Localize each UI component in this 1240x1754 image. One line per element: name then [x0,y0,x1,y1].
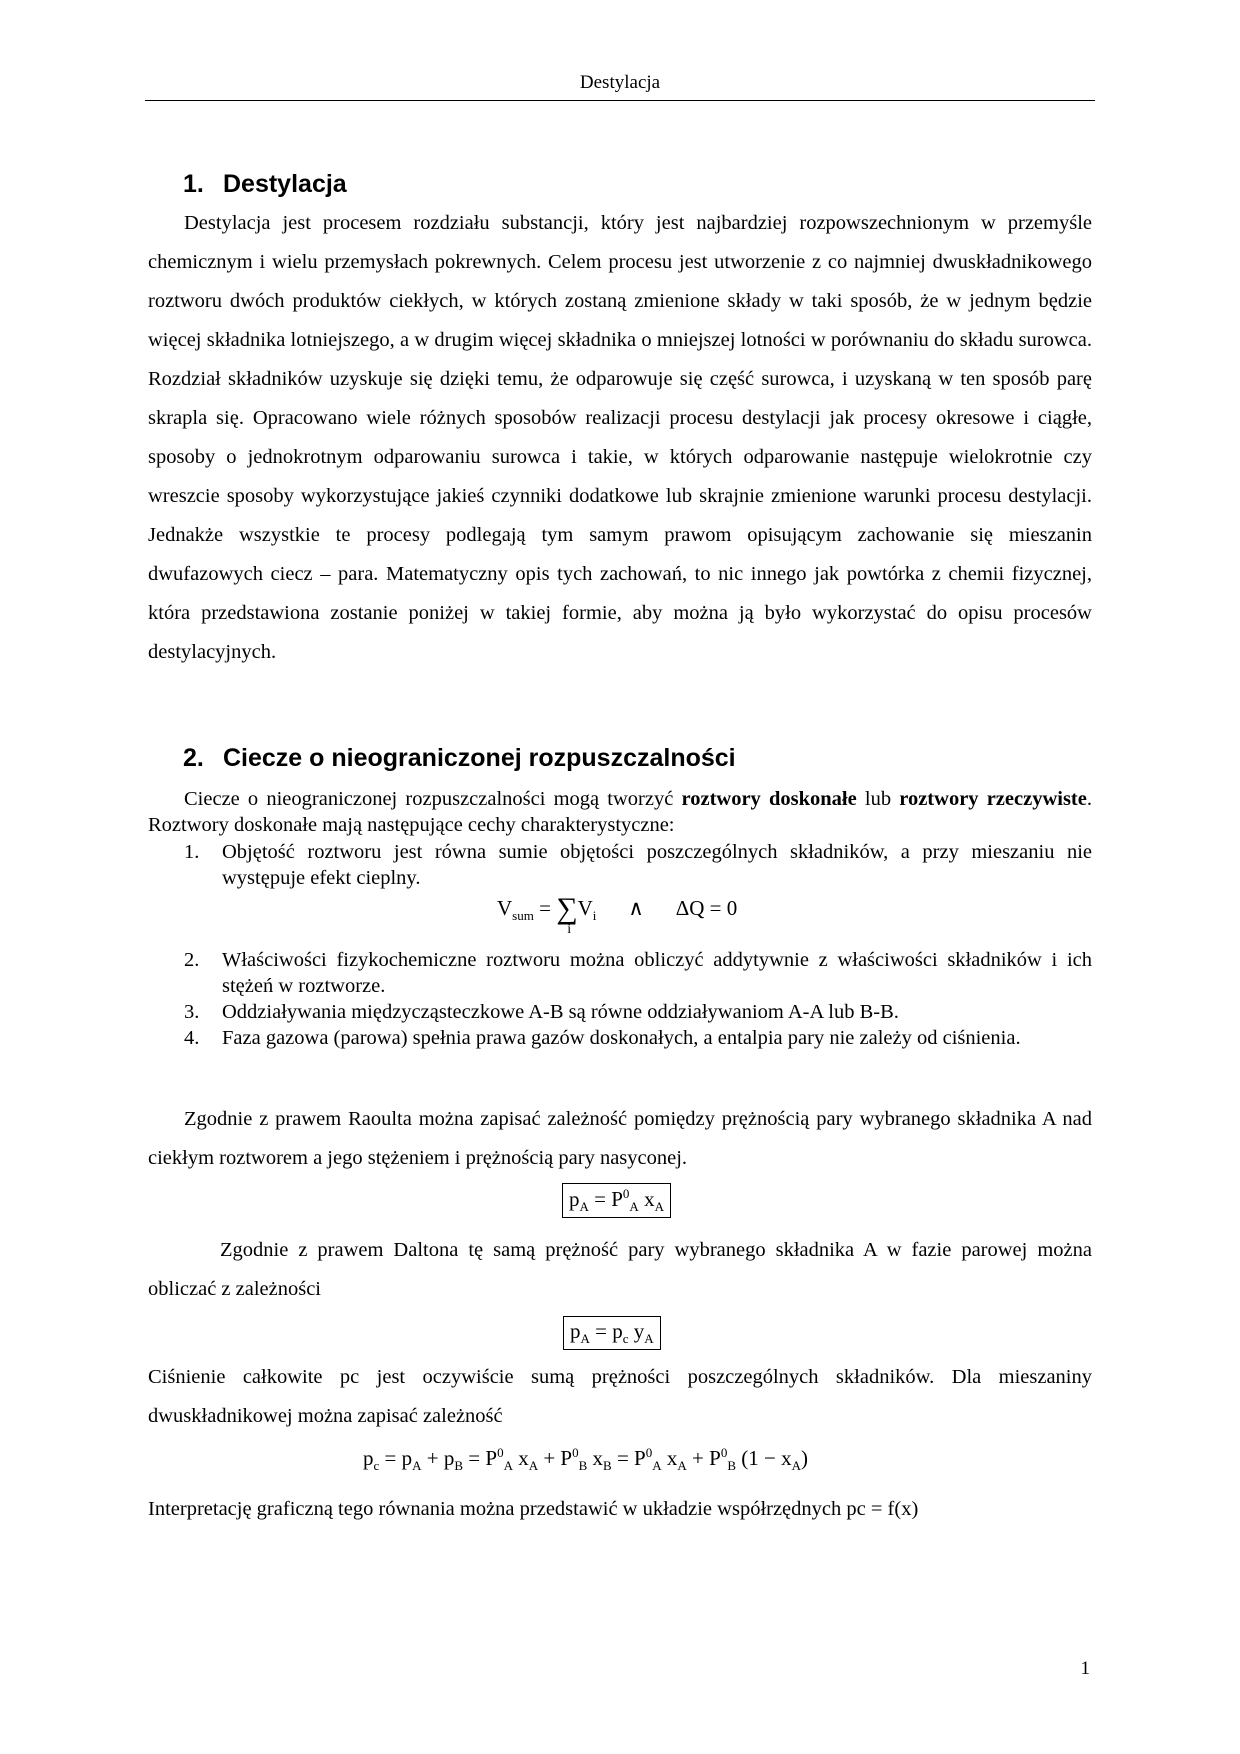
formula-symbol: x [638,1187,655,1211]
formula-operator: = [533,896,557,920]
intro-text: . Roztwory doskonałe mają następujące cechy charakterystyczne: [148,788,1092,836]
sum-index: i [567,922,572,937]
formula-raoult [562,1183,671,1218]
section-1-heading [183,170,347,199]
formula-subscript: A [644,1331,654,1347]
formula-heat: ΔQ = 0 [675,896,738,920]
list-item-text: Właściwości fizykochemiczne roztworu można obliczyć addytywnie z właściwości składników i ich stężeń w roztworze. [222,949,1092,997]
formula-symbol: V [577,896,593,920]
formula-subscript: A [654,1199,664,1215]
running-header: Destylacja [579,72,661,93]
formula-operator: = p [589,1319,623,1343]
formula-and: ∧ [628,896,644,920]
intro-text: Ciecze o nieograniczonej rozpuszczalności mogą tworzyć [184,788,682,810]
formula-volume-sum [497,892,738,937]
formula-subscript: A [580,1331,590,1347]
formula-dalton [563,1316,661,1350]
list-item [148,999,1092,1025]
section-2-number: 2. [183,744,204,772]
list-item-text: Objętość roztworu jest równa sumie objętości poszczególnych składników, a przy mieszaniu nie występuje efekt cieplny. [222,841,1092,889]
formula-subscript: A [629,1199,639,1215]
formula-symbol: V [497,896,513,920]
list-item-number: 4. [184,1027,200,1049]
dalton-paragraph: Zgodnie z prawem Daltona tę samą prężność pary wybranego składnika A w fazie parowej można obliczać z zależności [148,1239,1092,1300]
formula-superscript: 0 [622,1186,630,1201]
header-rule [145,100,1095,101]
list-item [148,839,1092,891]
formula-symbol: y [628,1319,645,1343]
list-item-text: Faza gazowa (parowa) spełnia prawa gazów doskonałych, a entalpia pary nie zależy od ciśnienia. [222,1027,1021,1049]
list-item-number: 2. [184,949,200,971]
formula-operator: = P [588,1187,623,1211]
total-pressure-paragraph: Ciśnienie całkowite pc jest oczywiście sumą prężności poszczególnych składników. Dla mieszaniny dwuskładnikowej można zapisać zależność [148,1366,1092,1427]
list-item-number: 3. [184,1001,200,1023]
section-2-heading [183,744,736,773]
page-number: 1 [1080,1658,1090,1679]
formula-subscript: sum [512,908,534,924]
formula-symbol: p [569,1187,580,1211]
section-1-number: 1. [183,170,204,198]
intro-text: lub [856,788,900,810]
formula-total-pressure: $p_c = p_A + p_B = P^0_A$ $x_A + P^0_B$ $x_B = P^0_A$ $x_A + P^0_B$ $(1 - x_A)$ [363,1445,808,1474]
formula-subscript: A [579,1199,589,1215]
list-item-text: Oddziaływania międzycząsteczkowe A-B są równe oddziaływaniom A-A lub B-B. [222,1001,899,1023]
list-item [148,1025,1092,1051]
sum-symbol: ∑ i [556,892,578,937]
term-perfect-solutions: roztwory doskonałe [681,788,857,810]
interpretation-paragraph: Interpretację graficzną tego równania można przedstawić w układzie współrzędnych pc = f(x) [148,1498,919,1520]
section-1-title: Destylacja [223,170,347,198]
properties-list [148,839,1092,891]
raoult-paragraph: Zgodnie z prawem Raoulta można zapisać zależność pomiędzy prężnością pary wybranego składnika A nad ciekłym roztworem a jego stężeniem i prężnością pary nasyconej. [148,1108,1092,1169]
section-2-intro [148,786,1092,838]
formula-subscript: i [592,908,597,924]
section-2-title: Ciecze o nieograniczonej rozpuszczalności [223,744,736,772]
list-item-number: 1. [184,841,200,863]
term-real-solutions: roztwory rzeczywiste [899,788,1087,810]
formula-symbol: p [570,1319,581,1343]
section-1-paragraph: Destylacja jest procesem rozdziału substancji, który jest najbardziej rozpowszechnionym w przemyśle chemicznym i wielu przemysłach pokrewnych. Celem procesu jest utworzenie z co najmniej dwuskładnikowego roztworu dwóch produktów ciekłych, w których zostaną zmienione składy w taki sposób, że w jednym będzie więcej składnika lotniejszego, a w drugim więcej składnika o mniejszej lotności w porównaniu do składu surowca. Rozdział składników uzyskuje się dzięki temu, że odparowuje się część surowca, i uzyskaną w ten sposób parę skrapla się. Opracowano wiele różnych sposobów realizacji procesu destylacji jak procesy okresowe i ciągłe, sposoby o jednokrotnym odparowaniu surowca i takie, w których odparowanie następuje wielokrotnie czy wreszcie sposoby wykorzystujące jakieś czynniki dodatkowe lub skrajnie zmienione warunki procesu destylacji. Jednakże wszystkie te procesy podlegają tym samym prawom opisującym zachowanie się mieszanin dwufazowych ciecz – para. Matematyczny opis tych zachowań, to nic innego jak powtórka z chemii fizycznej, która przedstawiona zostanie poniżej w takiej formie, aby można ją było wykorzystać do opisu procesów destylacyjnych. [148,212,1092,663]
properties-list-cont [148,947,1092,1051]
list-item [148,947,1092,999]
formula-subscript: c [622,1331,629,1347]
